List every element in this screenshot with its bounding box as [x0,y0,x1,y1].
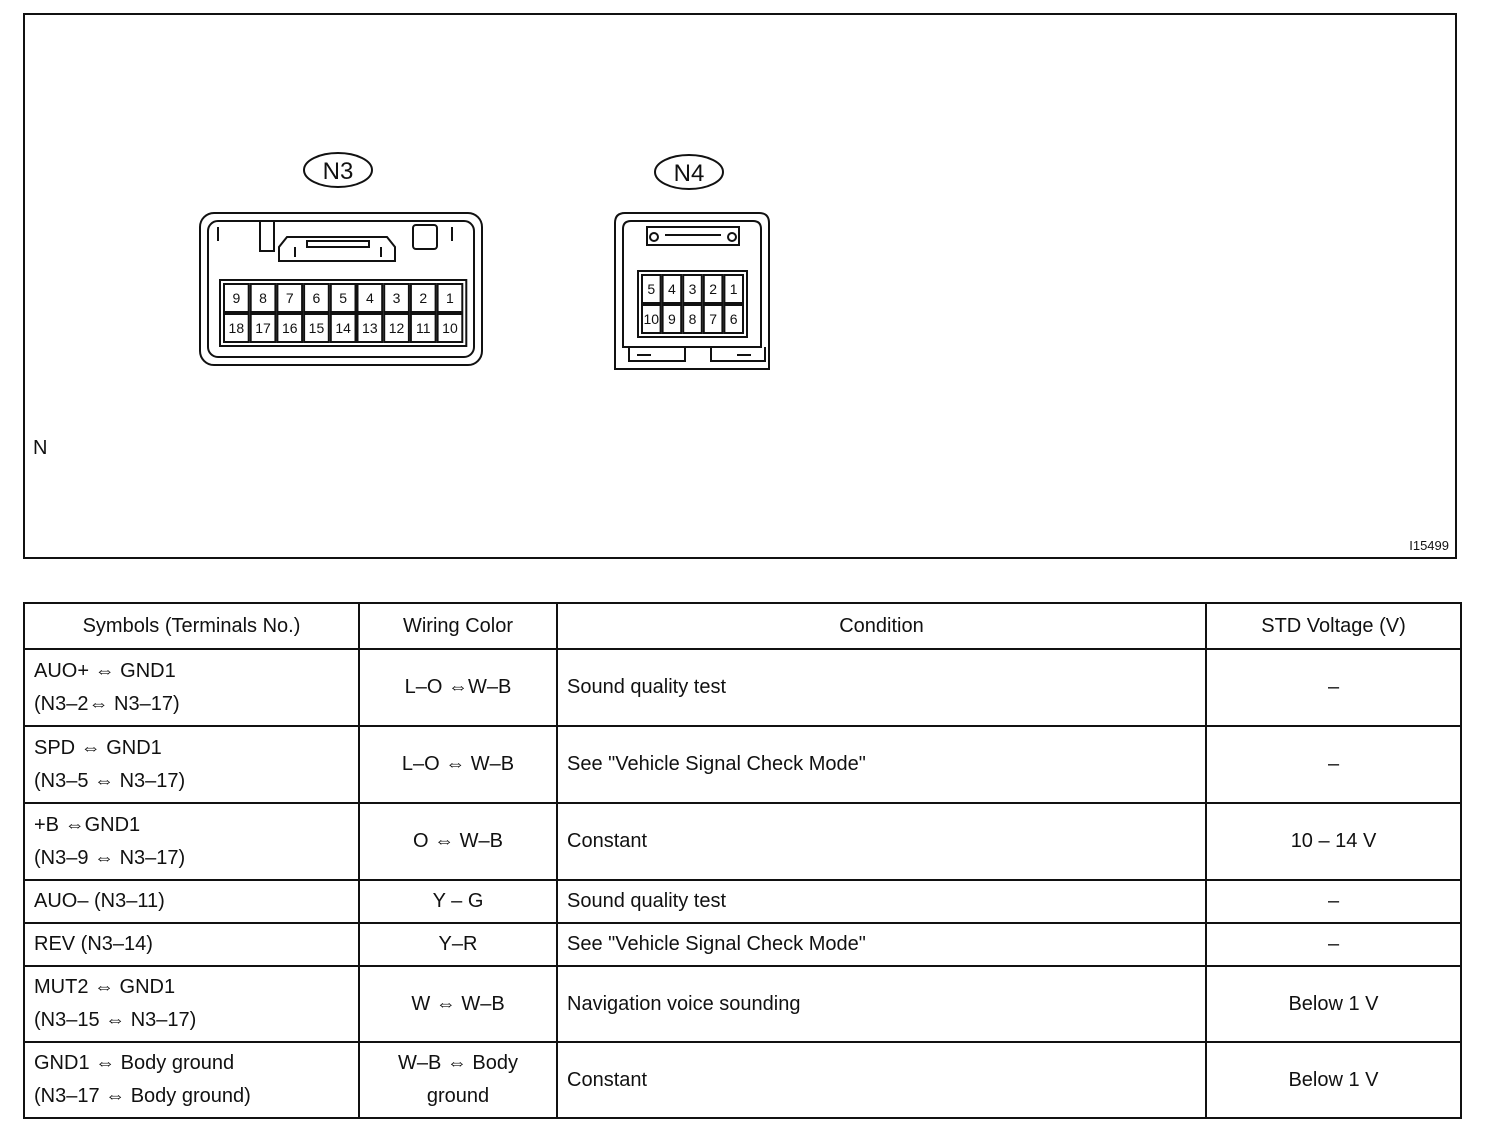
symbol-text: AUO+ ⇔ GND1 [34,659,176,682]
connector-n3-pin-number: 17 [255,320,271,336]
symbol-cell [24,649,359,726]
connector-n4-pin-number: 8 [688,311,697,327]
connector-n3-corner-marks [218,227,452,241]
voltage-cell: – [1206,880,1461,923]
connector-n3-pin-number: 1 [446,290,454,306]
connector-n3-pin-number: 16 [281,320,298,336]
connector-n3-pin-number: 8 [259,290,267,306]
symbol-text: +B ⇔GND1 [34,813,141,836]
wiring-cell: L–O ⇔ W–B [359,726,557,803]
connector-n3-label: N3 [322,158,354,185]
symbol-text: SPD ⇔ GND1 [34,736,162,759]
voltage-cell: Below 1 V [1206,966,1461,1042]
connector-n4-pin-number: 6 [729,311,738,327]
connector-n4 [615,155,769,369]
connector-n3-pin-number: 13 [362,320,378,336]
side-label: N [33,437,48,459]
wiring-cell [359,1042,557,1118]
wiring-cell: Y – G [359,880,557,923]
connector-n3-pin-number: 15 [308,320,325,336]
condition-cell: Navigation voice sounding [557,966,1206,1042]
condition-cell: Sound quality test [557,649,1206,726]
table-row [24,966,1461,1042]
figure-id: I15499 [1409,538,1449,553]
wiring-cell: W ⇔ W–B [359,966,557,1042]
wiring-text-2: ground [426,1085,490,1107]
header-wiring-color: Wiring Color [359,603,557,649]
table-header-row [24,603,1461,649]
connector-drawing [25,15,1455,557]
connector-n3-pin-number: 9 [232,290,241,306]
connector-n3-key-square [413,225,437,249]
connector-n3-pin-number: 12 [388,320,405,336]
condition-cell: See "Vehicle Signal Check Mode" [557,923,1206,966]
connector-n3-pin-number: 11 [415,320,431,336]
connector-n4-pin-number: 4 [668,281,676,297]
connector-n3-pin-number: 18 [228,320,245,336]
connector-n3-pin-number: 3 [392,290,401,306]
terminal-text: (N3–5 ⇔ N3–17) [34,769,186,792]
table-row [24,923,1461,966]
connector-n4-pin-number: 9 [668,311,676,327]
wiring-cell: L–O ⇔W–B [359,649,557,726]
condition-cell: See "Vehicle Signal Check Mode" [557,726,1206,803]
terminal-spec-table [23,602,1462,1119]
connector-n4-pin-number: 10 [643,311,660,327]
connector-n3-pin-number: 2 [419,290,428,306]
voltage-cell: – [1206,726,1461,803]
connector-n3-pin-number: 7 [285,290,294,306]
terminal-text: (N3–15 ⇔ N3–17) [34,1009,197,1031]
connector-n4-lock-hole-right [728,233,736,241]
table-row [24,803,1461,880]
connector-n4-pin-grid [638,271,747,337]
connector-n3-pin-number: 4 [365,290,374,306]
wiring-cell: Y–R [359,923,557,966]
connector-n4-pin-number: 5 [647,281,656,297]
connector-n3-pin-number: 10 [442,320,458,336]
connector-n4-pin-number: 7 [709,311,717,327]
table-row [24,649,1461,726]
connector-diagram [23,13,1457,559]
table-row [24,1042,1461,1118]
connector-n4-pin-number: 1 [729,281,738,297]
terminal-text: (N3–9 ⇔ N3–17) [34,846,186,869]
terminal-text: (N3–17 ⇔ Body ground) [34,1085,251,1107]
header-symbols: Symbols (Terminals No.) [24,603,359,649]
condition-cell: Constant [557,1042,1206,1118]
voltage-cell: – [1206,649,1461,726]
connector-n3-lock-lines [295,247,381,257]
connector-n4-pin-number: 3 [688,281,697,297]
connector-n3 [200,153,482,365]
connector-n3-pin-number: 14 [335,320,351,336]
voltage-cell: 10 – 14 V [1206,803,1461,880]
symbol-text: MUT2 ⇔ GND1 [34,976,176,998]
connector-n4-lock-hole-left [650,233,658,241]
condition-cell: Sound quality test [557,880,1206,923]
symbol-cell [24,803,359,880]
connector-n3-notch-left [260,221,274,251]
wiring-text: W–B ⇔ Body [397,1052,519,1074]
condition-cell: Constant [557,803,1206,880]
symbol-cell: REV (N3–14) [24,923,359,966]
symbol-cell: AUO– (N3–11) [24,880,359,923]
connector-n3-lock-slot [307,241,369,247]
connector-n3-pin-number: 5 [339,290,348,306]
table-row [24,880,1461,923]
connector-n3-pin-grid [220,280,466,346]
header-std-voltage: STD Voltage (V) [1206,603,1461,649]
connector-n4-label: N4 [673,160,705,187]
symbol-cell [24,1042,359,1118]
connector-n3-pin-number: 6 [312,290,321,306]
connector-n4-pin-number: 2 [709,281,717,297]
symbol-text: GND1 ⇔ Body ground [34,1052,235,1074]
header-condition: Condition [557,603,1206,649]
table-row [24,726,1461,803]
symbol-cell [24,726,359,803]
voltage-cell: – [1206,923,1461,966]
terminal-text: (N3–2⇔ N3–17) [34,692,180,715]
voltage-cell: Below 1 V [1206,1042,1461,1118]
symbol-cell [24,966,359,1042]
wiring-cell: O ⇔ W–B [359,803,557,880]
